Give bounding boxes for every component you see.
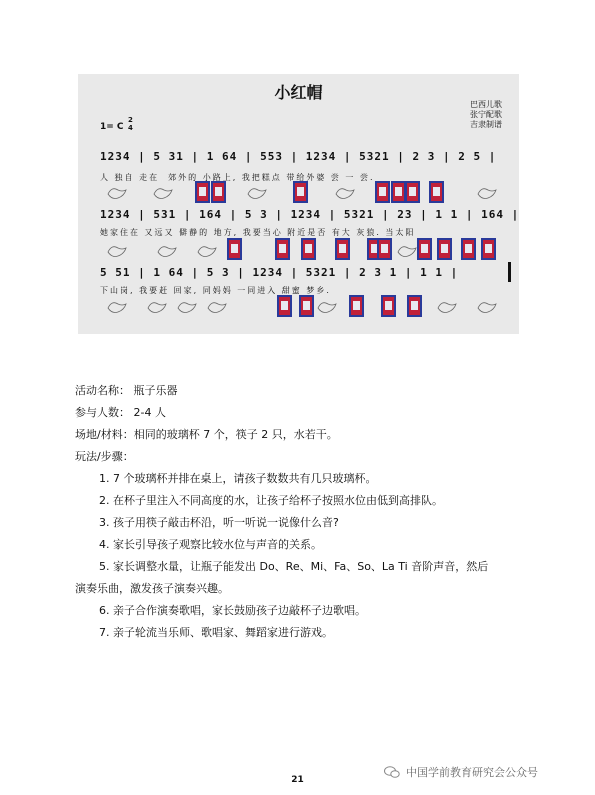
hand-icon [208,303,226,313]
cup-icon [392,182,405,202]
participants-value: 2-4 人 [133,406,166,419]
hand-icon [398,247,416,257]
time-signature [128,116,133,132]
cup-icon [462,239,475,259]
cup-icon [430,182,443,202]
hand-icon [438,303,456,313]
activity-name-value: 瓶子乐器 [133,384,178,397]
hand-icon [108,303,126,313]
lyrics-row-1: 人 独自 走在 郊外的 小路上, 我把糕点 带给外婆 尝 一 尝. [100,173,375,182]
time-bottom: 4 [128,124,133,132]
hand-icon [336,189,354,199]
cup-icon [278,296,291,316]
song-credits [470,100,502,130]
cup-icon [276,239,289,259]
cup-icon [378,239,391,259]
step-item-continued: 演奏乐曲，激发孩子演奏兴趣。 [75,582,229,595]
hand-icon [478,189,496,199]
hand-icon [108,189,126,199]
notation-row-1: 1234 | 5 31 | 1 64 | 553 | 1234 | 5321 | 2 3 | 2 5 | [100,150,497,163]
notation-row-3: 5 51 | 1 64 | 5 3 | 1234 | 5321 | 2 3 1 | 1 1 | [100,266,459,279]
cup-icon [382,296,395,316]
cup-icon [418,239,431,259]
method-label: 玩法/步骤： [75,450,134,463]
cup-icon [406,182,419,202]
activity-name-label: 活动名称： [75,384,130,397]
participants-label: 参与人数： [75,406,130,419]
step-item: 3. 孩子用筷子敲击杯沿，听一听说一说像什么音? [99,516,339,529]
cup-icon [300,296,313,316]
hand-icon [198,247,216,257]
cup-icon [376,182,389,202]
cup-icon [336,239,349,259]
page-number: 21 [291,775,304,785]
cup-icon [408,296,421,316]
step-item: 6. 亲子合作演奏歌唱，家长鼓励孩子边敲杯子边歌唱。 [99,604,366,617]
hand-icon [158,247,176,257]
lyrics-row-2: 她家住在 又远又 僻静的 地方, 我要当心 附近是否 有大 灰狼. 当太阳 [100,228,416,237]
credit-line: 吉隶制谱 [470,120,502,129]
credit-line: 巴西儿歌 [470,100,502,109]
step-item: 5. 家长调整水量，让瓶子能发出 Do、Re、Mi、Fa、So、La Ti 音阶声音，然后 [99,560,489,573]
materials-line: 场地/材料：相同的玻璃杯 7 个，筷子 2 只，水若干。 [75,428,338,441]
cup-icon [482,239,495,259]
activity-name-line [75,380,535,402]
step-item: 2. 在杯子里注入不同高度的水，让孩子给杯子按照水位由低到高排队。 [99,494,443,507]
cup-icon [228,239,241,259]
cup-icon [294,182,307,202]
hand-icon [318,303,336,313]
watermark-text: 中国学前教育研究会公众号 [406,766,538,779]
final-barline [508,262,511,282]
hand-icon [478,303,496,313]
hand-icon [108,247,126,257]
credit-line: 张宁配歌 [470,110,502,119]
hand-icon [154,189,172,199]
step-item: 7. 亲子轮流当乐师、歌唱家、舞蹈家进行游戏。 [99,626,333,639]
cup-icon [302,239,315,259]
cup-icon [350,296,363,316]
step-item: 4. 家长引导孩子观察比较水位与声音的关系。 [99,538,322,551]
lyrics-row-3: 下山岗, 我要赶 回家, 同妈妈 一同进入 甜蜜 梦乡. [100,286,331,295]
key-signature: 1= C [100,122,124,132]
cup-icon [196,182,209,202]
notation-row-2: 1234 | 531 | 164 | 5 3 | 1234 | 5321 | 23 | 1 1 | 164 | [100,208,520,221]
hand-icon [148,303,166,313]
time-top: 2 [128,116,133,124]
participants-line [75,402,535,424]
hand-icon [248,189,266,199]
cup-icon [438,239,451,259]
cup-icon [212,182,225,202]
hand-icon [178,303,196,313]
music-score-image [78,74,519,334]
activity-description [75,380,535,644]
song-title: 小红帽 [274,83,323,102]
step-item: 1. 7 个玻璃杯并排在桌上，请孩子数数共有几只玻璃杯。 [99,472,377,485]
